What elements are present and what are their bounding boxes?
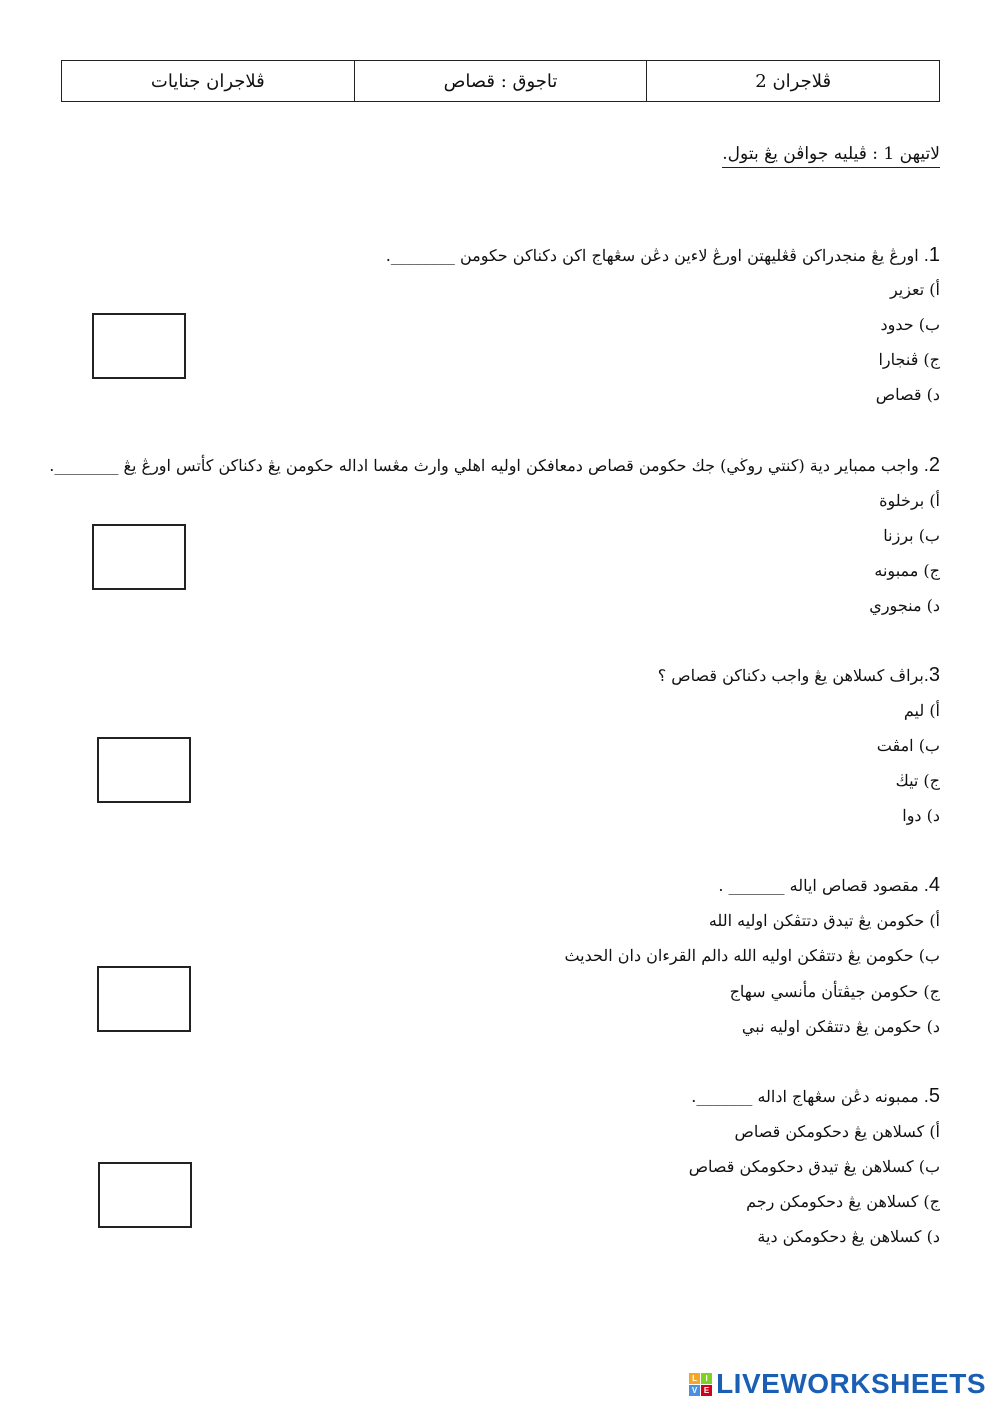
question-text: .براڤ كسلاهن يڠ واجب دكناكن قصاص ؟ [657,666,929,685]
option-a: أ) ليم [903,701,940,720]
question-number: 3 [928,664,940,686]
option-c: ج) ممبونه [874,561,940,580]
option-d: د) حكومن يڠ دتتڤكن اوليه نبي [741,1017,940,1036]
logo-text: LIVEWORKSHEETS [716,1368,986,1399]
option-d: د) قصاص [875,385,940,404]
option-b: ب) كسلاهن يڠ تيدق دحكومكن قصاص [688,1157,940,1176]
option-a: أ) برخلوة [879,491,940,510]
answer-box-4[interactable] [97,966,191,1032]
option-d: د) كسلاهن يڠ دحكومكن دية [757,1227,940,1246]
answer-box-5[interactable] [98,1162,192,1228]
answer-box-2[interactable] [92,524,186,590]
instruction-heading: لاتيهن 1 : ڤيليه جواڤن يڠ بتول. [722,144,940,168]
liveworksheets-logo [689,1368,986,1400]
option-d: د) منجوري [869,596,940,615]
question-text: . اورڠ يڠ منجدراكن ڤڠليهتن اورڠ لاءين دڠن سڠهاج اكن دكناكن حكومن ________. [385,246,929,265]
question-text: . مقصود قصاص اياله _______ . [718,876,929,895]
option-b: ب) حدود [880,315,940,334]
answer-box-3[interactable] [97,737,191,803]
header-cell-level: ڤلاجران 2 [646,61,939,101]
option-b: ب) امڤت [876,736,940,755]
logo-letter: I [701,1373,712,1384]
option-b: ب) برزنا [883,526,940,545]
option-b: ب) حكومن يڠ دتتڤكن اوليه الله دالم القرءان دان الحديث [564,946,940,965]
question-text: . ممبونه دڠن سڠهاج اداله _______. [691,1087,929,1106]
option-a: أ) كسلاهن يڠ دحكومكن قصاص [734,1122,940,1141]
question-number: 1 [928,244,940,266]
question-3 [658,664,940,687]
option-c: ج) ڤنجارا [878,350,940,369]
header-table [61,60,940,102]
logo-icon [689,1373,712,1396]
header-cell-topic: تاجوق : قصاص [354,61,647,101]
option-c: ج) حكومن جيڤتأن مأنسي سهاج [729,982,940,1001]
logo-letter: L [689,1373,700,1384]
question-text: . واجب ممباير دية (كنتي روڬي) جك حكومن قصاص دمعافكن اوليه اهلي وارث مڠسا اداله حكومن يڠ دكناكن كأتس اورڠ يڠ ________. [49,456,929,475]
header-cell-subject: ڤلاجران جنايات [150,70,265,92]
option-a: أ) تعزير [889,280,940,299]
answer-box-1[interactable] [92,313,186,379]
question-5 [691,1085,940,1108]
option-d: د) دوا [902,806,940,825]
question-1 [386,244,940,267]
option-a: أ) حكومن يڠ تيدق دتتڤكن اوليه الله [708,911,940,930]
question-2 [49,454,940,477]
question-4 [718,874,940,897]
question-number: 2 [928,454,940,476]
logo-letter: E [701,1385,712,1396]
question-number: 5 [928,1085,940,1107]
option-c: ج) تيڬ [895,771,940,790]
question-number: 4 [928,874,940,896]
logo-letter: V [689,1385,700,1396]
option-c: ج) كسلاهن يڠ دحكومكن رجم [746,1192,940,1211]
